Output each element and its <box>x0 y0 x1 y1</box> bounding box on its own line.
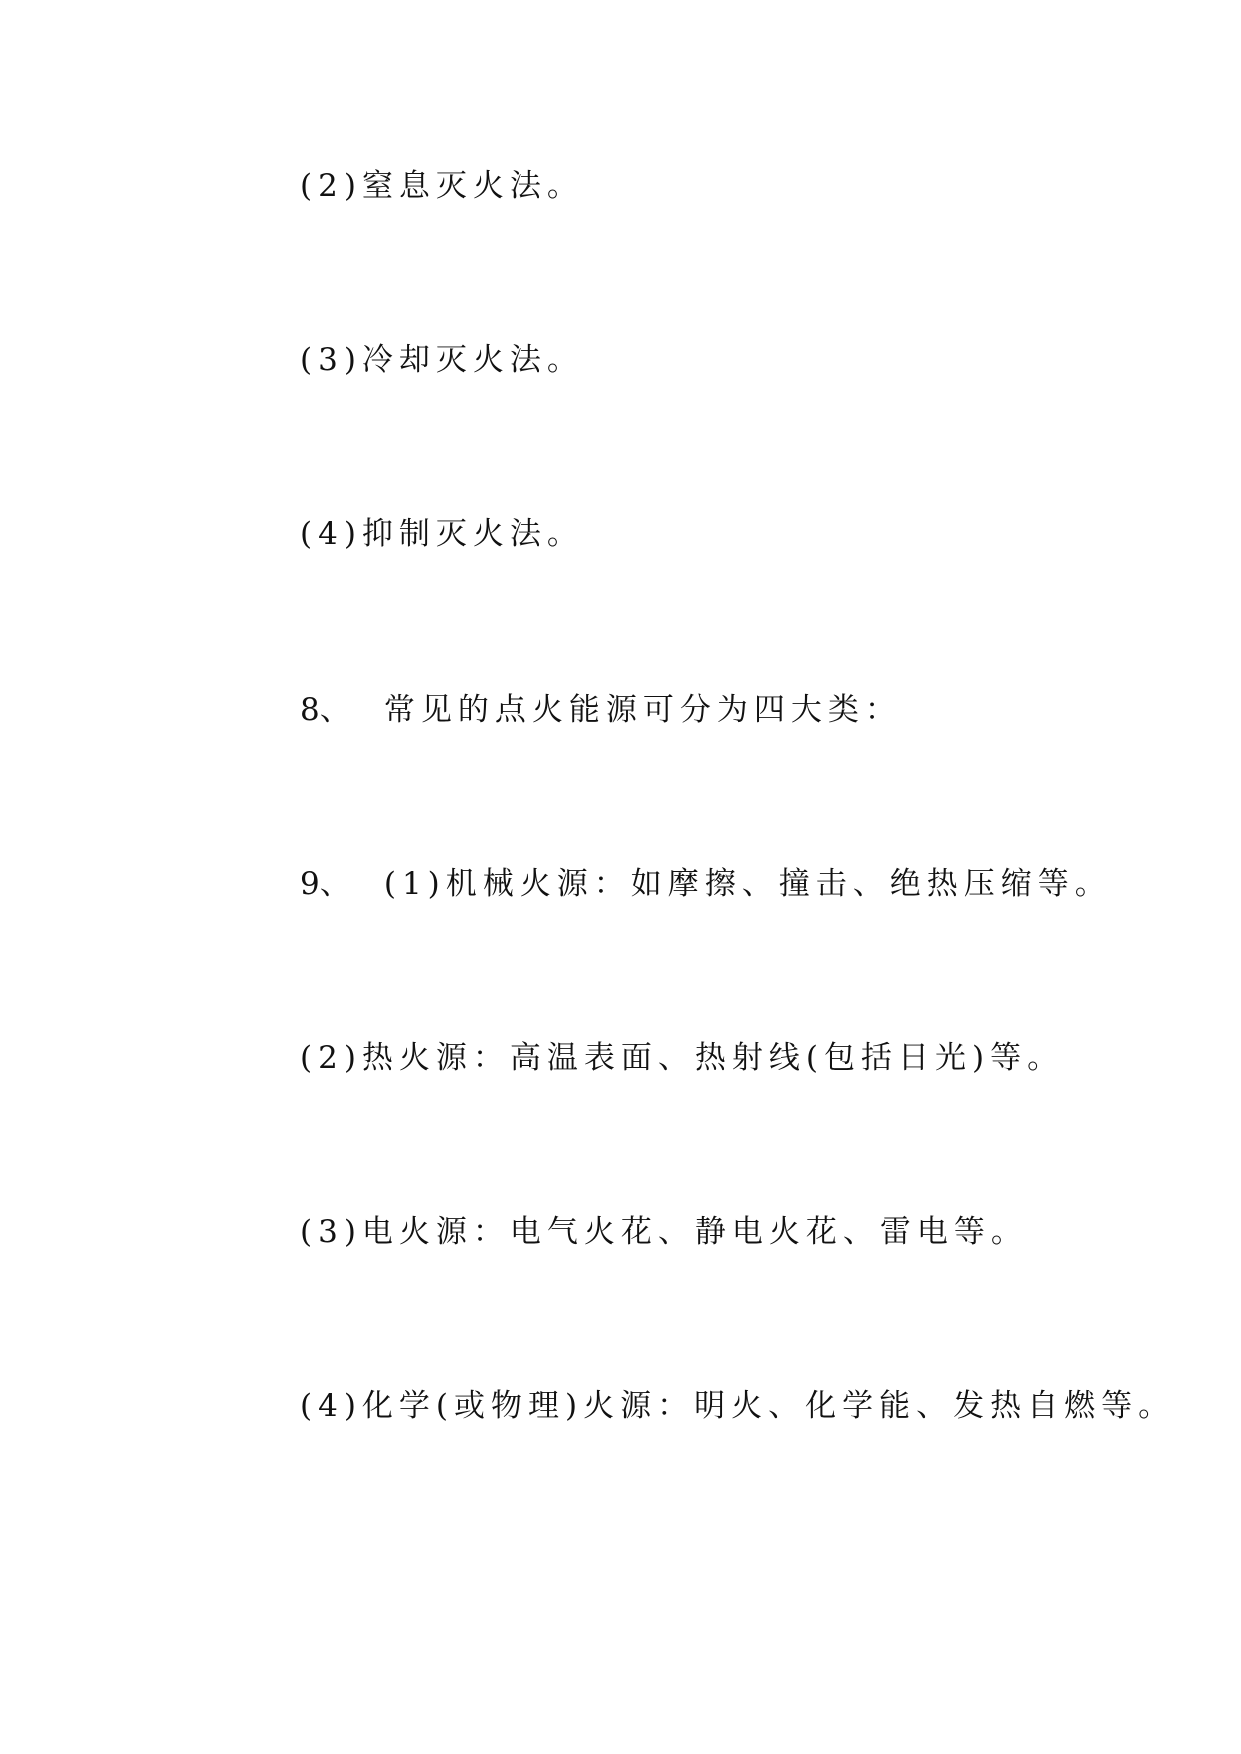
section-8-heading <box>300 690 902 730</box>
line-text: (4)抑制灭火法。 <box>300 516 584 552</box>
section-number: 8、 <box>300 692 351 728</box>
method-line-suffocation <box>300 166 584 206</box>
method-line-cooling <box>300 340 584 380</box>
line-text: (3)冷却灭火法。 <box>300 342 584 378</box>
section-number: 9、 <box>300 866 351 902</box>
chemical-source-line <box>300 1386 1175 1426</box>
line-text: (1)机械火源：如摩擦、撞击、绝热压缩等。 <box>383 866 1112 902</box>
line-text: 常见的点火能源可分为四大类： <box>383 692 902 728</box>
section-9-line <box>300 864 1112 904</box>
line-text: (2)窒息灭火法。 <box>300 168 584 204</box>
method-line-inhibition <box>300 514 584 554</box>
line-text: (3)电火源：电气火花、静电火花、雷电等。 <box>300 1214 1028 1250</box>
line-text: (4)化学(或物理)火源：明火、化学能、发热自燃等。 <box>300 1388 1176 1424</box>
heat-source-line <box>300 1038 1064 1078</box>
line-text: (2)热火源：高温表面、热射线(包括日光)等。 <box>300 1040 1065 1076</box>
electric-source-line <box>300 1212 1028 1252</box>
